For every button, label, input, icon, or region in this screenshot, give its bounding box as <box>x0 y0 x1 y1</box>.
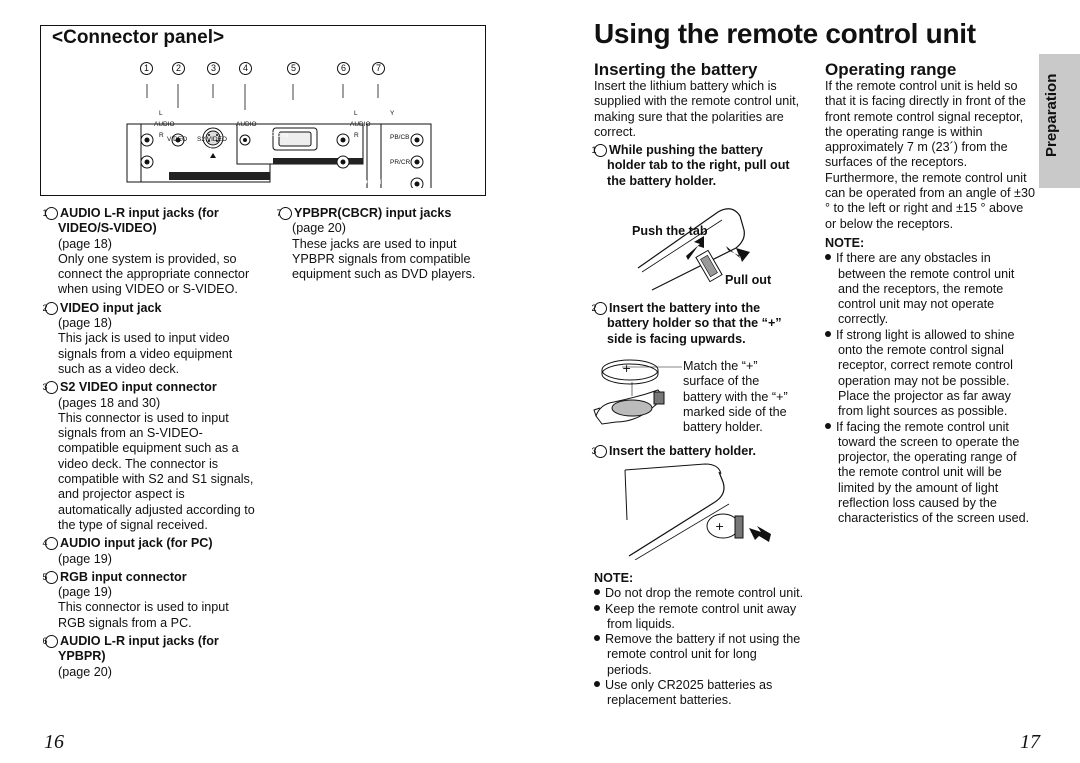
step-3 <box>591 444 800 459</box>
panel-label-r2: R <box>354 132 359 139</box>
battery-holder-figure-3 <box>615 460 775 560</box>
panel-label-l2: L <box>354 110 358 117</box>
callout-1: 1 <box>140 62 153 75</box>
page-number-right: 17 <box>1020 731 1040 753</box>
callout-5: 5 <box>287 62 300 75</box>
note-item: If there are any obstacles in between the remote control unit and the receptors, the remote control unit may not operate correctly. <box>825 251 1035 327</box>
item-title: AUDIO L-R input jacks (for VIDEO/S-VIDEO) <box>58 206 219 236</box>
page-title: Using the remote control unit <box>594 18 976 49</box>
item-page: (page 19) <box>58 551 112 566</box>
item-number: 1 <box>45 207 58 220</box>
battery-figure-2 <box>592 350 687 435</box>
item-title: S2 VIDEO input connector <box>60 380 217 395</box>
bullet-icon <box>594 681 600 687</box>
panel-label-pb: PB/CB <box>390 134 410 141</box>
note-item: Keep the remote control unit away from liquids. <box>594 602 804 633</box>
connector-item-5 <box>42 569 255 631</box>
callout-4: 4 <box>239 62 252 75</box>
operating-heading: Operating range <box>825 60 957 79</box>
bullet-icon <box>825 254 831 260</box>
item-page: (pages 18 and 30) <box>58 395 161 410</box>
step-text: Insert the battery holder. <box>609 444 756 458</box>
connector-item-7 <box>276 206 484 282</box>
note-item: If facing the remote control unit toward the screen to operate the projector, the operating range of the remote control unit will be limited by the amount of light reflection loss caused by the characteristics of the screen used. <box>825 420 1035 527</box>
inserting-intro: Insert the lithium battery which is supplied with the remote control unit, making sure that the polarities are correct. <box>594 79 800 139</box>
panel-label-audio: AUDIO <box>154 121 175 128</box>
step-number: 3 <box>594 445 607 458</box>
item-page: (page 18) <box>58 236 112 251</box>
connector-item-3 <box>42 380 255 533</box>
panel-label-component-in: COMPONENT IN <box>343 179 394 186</box>
panel-label-pr: PR/CR <box>390 159 411 166</box>
item-page: (page 20) <box>292 221 346 236</box>
step-number: 1 <box>594 144 607 157</box>
side-tab-label: Preparation <box>1043 73 1060 157</box>
step-1 <box>591 143 800 189</box>
item-title: AUDIO input jack (for PC) <box>60 536 213 551</box>
inserting-note <box>594 571 804 709</box>
item-title: VIDEO input jack <box>60 300 162 315</box>
item-number: 5 <box>45 571 58 584</box>
connector-item-4 <box>42 536 255 567</box>
note-label: NOTE: <box>825 236 865 250</box>
connector-item-6 <box>42 634 255 680</box>
operating-intro: If the remote control unit is held so that it is facing directly in front of the front remote control signal receptor, the operating range is within approximately 7 m (23´) from the surfaces of the receptors. Furthermore, the remote control unit can be operated from an angle of ±30 ° to the left or right and ±15 ° above or below the receptors. <box>825 79 1035 231</box>
step-2 <box>591 301 800 347</box>
item-page: (page 19) <box>58 585 112 600</box>
panel-label-audio-pc: AUDIO <box>236 121 257 128</box>
inserting-heading: Inserting the battery <box>594 60 758 79</box>
connector-list-col1 <box>42 206 255 680</box>
item-title: AUDIO L-R input jacks (for YPBPR) <box>58 634 219 664</box>
item-page: (page 18) <box>58 316 112 331</box>
bullet-icon <box>825 423 831 429</box>
item-number: 6 <box>45 635 58 648</box>
step-number: 2 <box>594 302 607 315</box>
note-label: NOTE: <box>594 571 634 585</box>
callout-row <box>41 62 487 80</box>
panel-label-video-in: VIDEO IN <box>183 147 212 154</box>
item-number: 2 <box>45 302 58 315</box>
panel-label-s2video: S2 VIDEO <box>197 136 227 143</box>
connector-panel-title: <Connector panel> <box>52 27 225 48</box>
note-item: Remove the battery if not using the remote control unit for long periods. <box>594 632 804 678</box>
step-text: While pushing the battery holder tab to the right, pull out the battery holder. <box>607 143 790 188</box>
fig1-pull-label: Pull out <box>725 273 772 287</box>
connector-list-col2 <box>276 206 484 282</box>
callout-6: 6 <box>337 62 350 75</box>
panel-label-l: L <box>159 110 163 117</box>
step-text: Insert the battery into the battery holder so that the “+” side is facing upwards. <box>607 301 782 346</box>
panel-label-pc-in: PC IN <box>271 132 289 139</box>
item-desc: This connector is used to input RGB signals from a PC. <box>58 600 229 630</box>
item-title: YPBPR(CBCR) input jacks <box>294 206 452 220</box>
panel-label-video: VIDEO <box>167 136 188 143</box>
callout-3: 3 <box>207 62 220 75</box>
panel-label-r: R <box>159 132 164 139</box>
item-desc: This connector is used to input signals from an S-VIDEO-compatible equipment such as a video deck. The connector is compatible with S2 and S1 signals, and projector aspect is automatically adjusted according to the type of signal received. <box>58 410 255 532</box>
item-title: RGB input connector <box>60 569 187 584</box>
bullet-icon <box>825 331 831 337</box>
svg-text:+: + <box>622 362 632 375</box>
note-item: Do not drop the remote control unit. <box>594 586 804 601</box>
fig1-push-label: Push the tab <box>632 224 708 238</box>
bullet-icon <box>594 605 600 611</box>
item-number: 4 <box>45 537 58 550</box>
bullet-icon <box>594 589 600 595</box>
side-tab <box>1039 54 1080 188</box>
connector-item-2 <box>42 300 255 377</box>
panel-label-audio-c: AUDIO <box>350 121 371 128</box>
item-desc: Only one system is provided, so connect the appropriate connector when using VIDEO or S-VIDEO. <box>58 251 250 297</box>
item-page: (page 20) <box>58 664 112 679</box>
page-number-left: 16 <box>44 731 64 753</box>
item-number: 3 <box>45 381 58 394</box>
item-number: 7 <box>279 207 292 220</box>
callout-7: 7 <box>372 62 385 75</box>
operating-note <box>825 236 1035 527</box>
svg-text:+: + <box>715 520 725 533</box>
bullet-icon <box>594 635 600 641</box>
item-desc: These jacks are used to input YPBPR signals from compatible equipment such as DVD players. <box>292 236 476 282</box>
panel-label-y: Y <box>390 110 395 117</box>
callout-2: 2 <box>172 62 185 75</box>
fig2-caption: Match the “+” surface of the battery with the “+” marked side of the battery holder. <box>683 359 788 435</box>
item-desc: This jack is used to input video signals from a video equipment such as a video deck. <box>58 331 233 376</box>
note-item: Use only CR2025 batteries as replacement batteries. <box>594 678 804 709</box>
note-item: If strong light is allowed to shine onto the remote control signal receptor, correct remote control operation may not be possible. Place the projector as far away from light sources as possible. <box>825 328 1035 420</box>
connector-item-1 <box>42 206 255 298</box>
connector-panel-box <box>40 25 486 196</box>
